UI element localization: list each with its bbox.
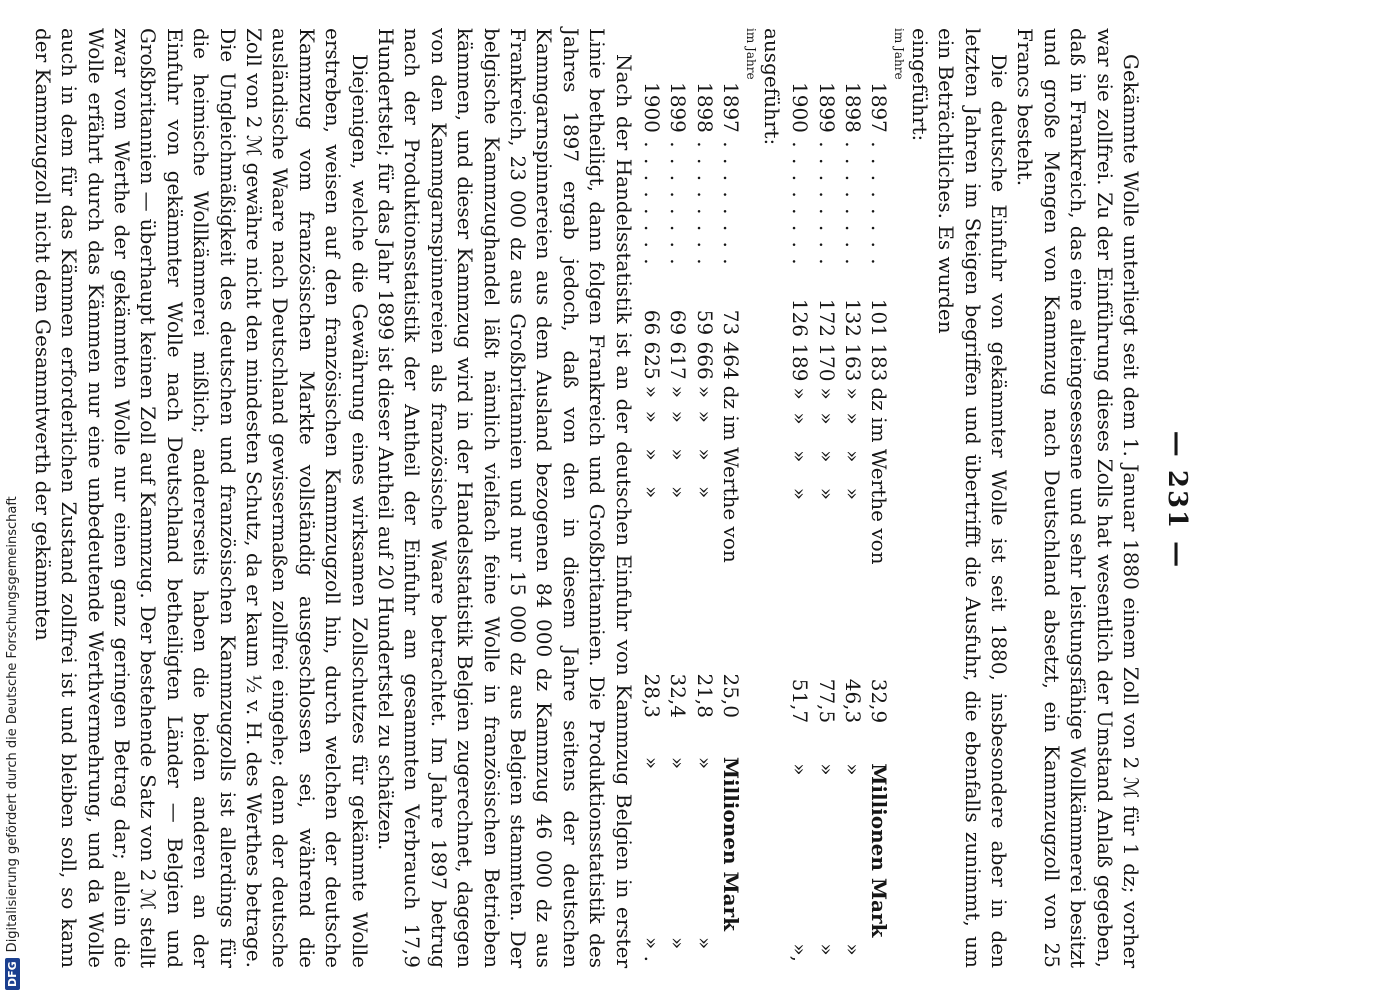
value: 32,4	[666, 673, 691, 718]
funding-footer	[0, 0, 24, 1000]
imports-year-header: im Jahre	[892, 28, 907, 80]
imports-table	[787, 82, 893, 968]
table-row: 1898 . . . . . . . . 132 163 » » » » 46,3 » »	[840, 82, 866, 968]
quantity: 132 163	[840, 298, 865, 382]
unit: Millionen Mark	[867, 763, 892, 938]
row-text: dz im Werthe von	[867, 387, 892, 565]
paragraph-1: Gekämmte Wolle unterliegt seit dem 1. Januar 1880 einem Zoll von 2 ℳ für 1 dz; vorher war sie zollfrei. Zu der Einführung dieses Zolls hat wesentlich der Umstand Anlaß gegeben, daß in Frankreich, das eine alteingesessene und sehr leistungsfähige Wollkämmerei besitzt und große Mengen von Kammzug nach Deutschland absetzt, ein Kammzugzoll von 25 Francs besteht.	[1013, 28, 1143, 968]
paragraph-4: Diejenigen, welche die Gewährung eines wirksamen Zollschutzes für gekämmte Wolle erstreben, weisen auf den französischen Kammzugzoll hin, durch welchen der deutsche Kammzug vom französischen Markte vollständig ausgeschlossen sei, während die ausländische Waare nach Deutschland gewissermaßen zollfrei eingehe; denn der deutsche Zoll von 2 ℳ gewähre nicht den mindesten Schutz, da er kaum ½ v. H. des Werthes betrage. Die Ungleichmäßigkeit des deutschen und französischen Kammzugzolls ist allerdings für die heimische Wollkämmerei mißlich; andererseits haben die beiden anderen an der Einfuhr von gekämmter Wolle nach Deutschland betheiligten Länder — Belgien und Großbritannien — überhaupt keinen Zoll auf Kammzug. Der bestehende Satz von 2 ℳ stellt zwar vom Werthe der gekämmten Wolle nur einen ganz geringen Betrag dar; allein die Wolle erfährt durch das Kämmen nur eine unbedeutende Werthvermehrung, und da Wolle auch in dem für das Kämmen erforderlichen Zustand zollfrei ist und bleiben soll, so kann der Kammzugzoll nicht dem Gesammtwerth der gekämmten	[30, 28, 372, 968]
quantity: 126 189	[788, 298, 813, 382]
row-end	[718, 937, 744, 968]
row-end: »	[666, 937, 691, 950]
row-end: »	[692, 937, 717, 950]
table-row: 1899 . . . . . . . . 172 170 » » » » 77,5 » »	[813, 82, 839, 968]
paragraph-3: Nach der Handelsstatistik ist an der deutschen Einfuhr von Kammzug Belgien in erster Linie betheiligt, dann folgen Frankreich und Großbritannien. Die Produktionsstatistik des Jahres 1897 ergab jedoch, daß von den in diesem Jahre seitens der deutschen Kammgarnspinnereien aus dem Ausland bezogenen 84 000 dz Kammzug 46 000 dz aus Frankreich, 23 000 dz aus Großbritannien und nur 15 000 dz aus Belgien stammten. Der belgische Kammzughandel läßt nämlich vielfach feine Wolle in französischen Betrieben kämmen, und dieser Kammzug wird in der Handelsstatistik Belgien zugerechnet, dagegen von den Kammgarnspinnereien als französische Waare betrachtet. Im Jahre 1897 betrug nach der Produktionsstatistik der Antheil der Einfuhr am gesammten Verbrauch 17,9 Hundertstel; für das Jahr 1899 ist dieser Antheil auf 20 Hundertstel zu schätzen.	[374, 28, 636, 968]
table-row: 1899 . . . . . . . . 69 617 » » » » 32,4 » »	[665, 82, 691, 968]
year: 1899	[814, 82, 839, 133]
year: 1897	[867, 82, 892, 133]
quantity: 101 183	[867, 298, 892, 382]
row-text: dz im Werthe von	[719, 385, 744, 563]
value: 28,3	[640, 673, 665, 718]
rotated-page	[30, 0, 1200, 1000]
value: 46,3	[840, 678, 865, 724]
imports-label: eingeführt:	[907, 28, 932, 142]
value: 77,5	[814, 678, 839, 724]
row-end: »	[814, 943, 839, 956]
table-row: 1897 . . . . . . . . 101 183 dz im Werthe von 32,9 Millionen Mark	[866, 82, 892, 968]
paragraph-2: Die deutsche Einfuhr von gekämmter Wolle ist seit 1880, insbesondere aber in den letzten Jahren im Steigen begriffen und übertrifft die Ausfuhr, die ebenfalls zunimmt, um ein Beträchtliches. Es wurden	[934, 28, 1011, 968]
exports-table	[639, 82, 745, 968]
table-row: 1900 . . . . . . . . 126 189 » » » » 51,7 » »,	[787, 82, 813, 968]
year: 1898	[840, 82, 865, 133]
quantity: 73 464	[719, 309, 744, 380]
row-end: » .	[640, 937, 665, 962]
quantity: 69 617	[666, 309, 691, 380]
value: 51,7	[788, 678, 813, 724]
page-body	[29, 28, 1144, 968]
value: 32,9	[867, 678, 892, 724]
page-number: — 231 —	[1162, 430, 1192, 570]
exports-label: ausgeführt:	[759, 28, 784, 146]
exports-year-header: im Jahre	[744, 28, 759, 80]
dfg-logo: DFG	[5, 958, 20, 990]
year: 1898	[692, 82, 717, 133]
quantity: 59 666	[692, 309, 717, 380]
quantity: 66 625	[640, 309, 665, 380]
year: 1900	[640, 82, 665, 133]
row-end: »	[840, 943, 865, 956]
value: 25,0	[719, 673, 744, 718]
year: 1899	[666, 82, 691, 133]
funding-note: Digitalisierung gefördert durch die Deutsche Forschungsgemeinschaft	[4, 496, 20, 953]
table-row: 1900 . . . . . . . . 66 625 » » » » 28,3 » » .	[639, 82, 665, 968]
quantity: 172 170	[814, 298, 839, 382]
value: 21,8	[692, 673, 717, 718]
row-end	[866, 943, 892, 968]
table-row: 1898 . . . . . . . . 59 666 » » » » 21,8 » »	[692, 82, 718, 968]
unit: Millionen Mark	[719, 756, 744, 932]
table-row: 1897 . . . . . . . . 73 464 dz im Werthe von 25,0 Millionen Mark	[718, 82, 744, 968]
row-end: »,	[788, 943, 813, 962]
year: 1897	[719, 82, 744, 133]
year: 1900	[788, 82, 813, 133]
